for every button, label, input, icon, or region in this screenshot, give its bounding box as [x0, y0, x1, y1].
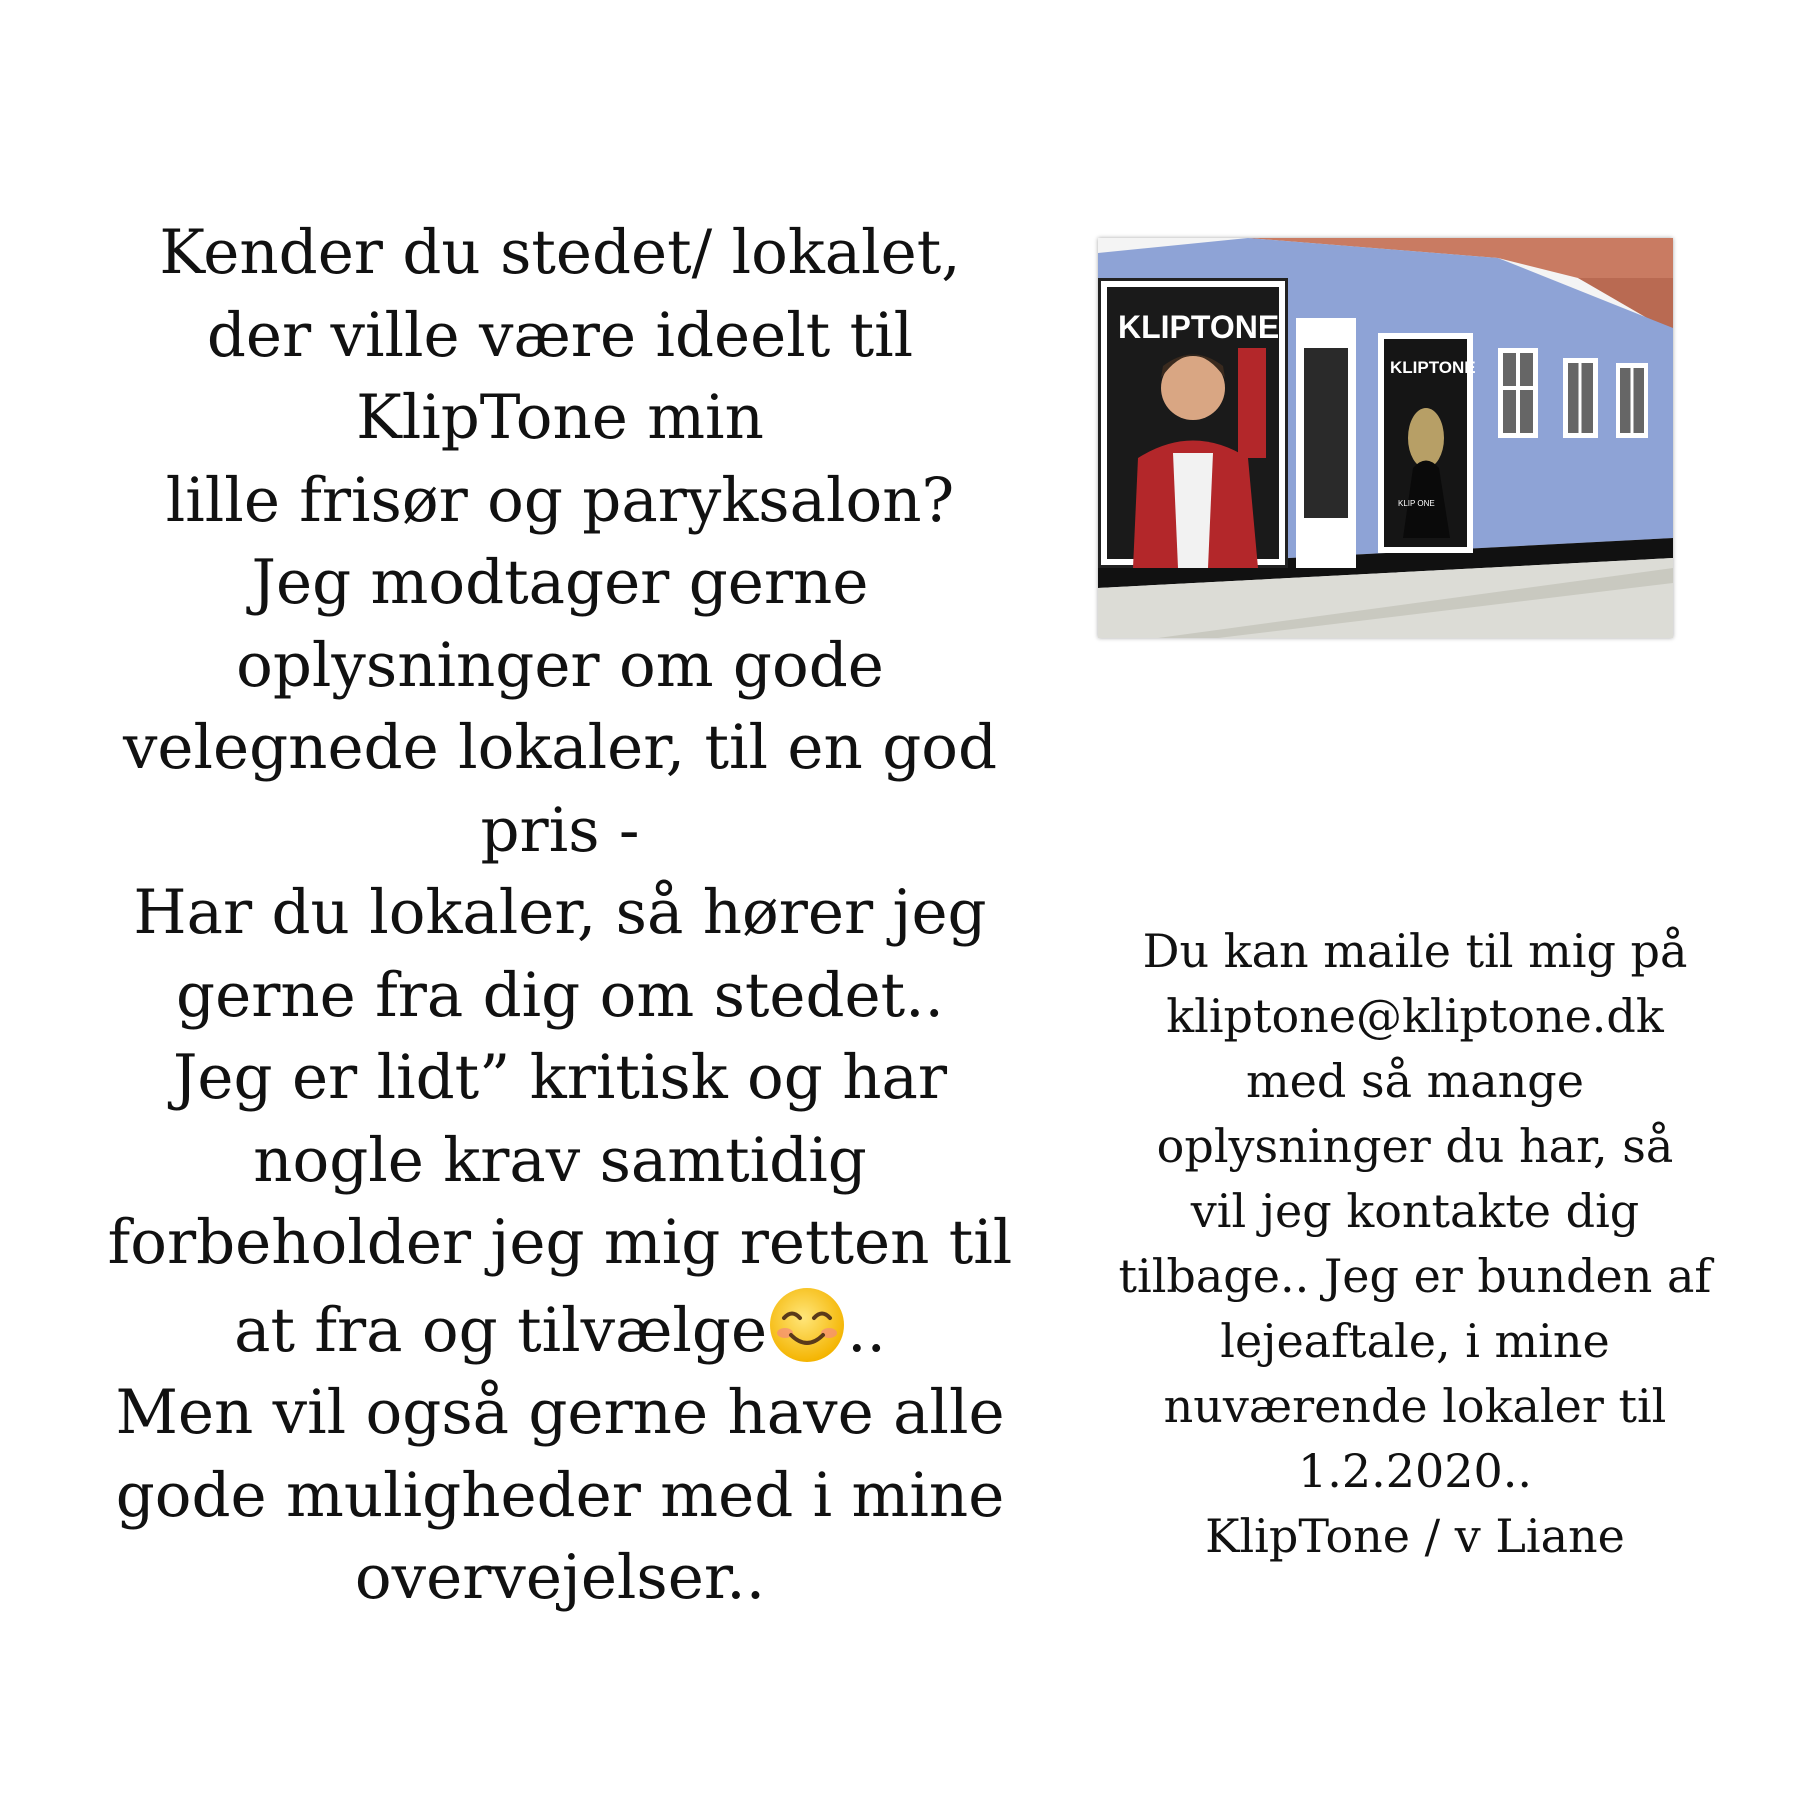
contact-line: oplysninger du har, så [1156, 1119, 1674, 1173]
message-line: Men vil også gerne have alle [115, 1377, 1005, 1448]
contact-line: tilbage.. Jeg er bunden af [1118, 1249, 1712, 1303]
message-line: Jeg er lidt” kritisk og har [172, 1042, 948, 1113]
contact-line: lejeaftale, i mine [1220, 1314, 1610, 1368]
message-line: lille frisør og paryksalon? [165, 464, 955, 536]
poster-logo-text: KLIPTONE [1390, 358, 1476, 377]
smiling-face-emoji-icon [767, 1285, 847, 1365]
message-line: Jeg modtager gerne [251, 547, 869, 618]
message-line: KlipTone min [356, 382, 764, 453]
message-text: at fra og tilvælge [234, 1294, 768, 1366]
message-line: velegnede lokaler, til en god [122, 712, 998, 783]
message-line: gerne fra dig om stedet.. [176, 959, 944, 1031]
message-line: Har du lokaler, så hører jeg [133, 877, 987, 948]
storefront-illustration [1098, 238, 1673, 638]
contact-message [1075, 919, 1755, 1569]
contact-line: Du kan maile til mig på [1142, 924, 1688, 978]
main-message [60, 212, 1060, 1620]
message-line-with-emoji [60, 1285, 1060, 1373]
storefront-photo [1098, 238, 1673, 638]
message-line: gode muligheder med i mine [115, 1459, 1005, 1531]
message-line: pris - [480, 794, 640, 866]
message-line: oplysninger om gode [236, 629, 884, 701]
message-line: nogle krav samtidig [253, 1124, 867, 1196]
message-text: .. [847, 1294, 886, 1366]
contact-date: 1.2.2020.. [1297, 1444, 1533, 1498]
signature: KlipTone / v Liane [1205, 1509, 1625, 1563]
logo-text: KLIPTONE [1118, 309, 1280, 345]
message-line: Kender du stedet/ lokalet, [159, 217, 961, 288]
poster-small-label: KLIP ONE [1398, 499, 1435, 508]
contact-line: med så mange [1246, 1054, 1584, 1108]
contact-email: kliptone@kliptone.dk [1166, 989, 1664, 1043]
message-line: overvejelser.. [354, 1542, 766, 1613]
message-line: der ville være ideelt til [206, 299, 914, 371]
contact-line: vil jeg kontakte dig [1190, 1184, 1640, 1238]
message-line: forbeholder jeg mig retten til [107, 1207, 1013, 1278]
contact-line: nuværende lokaler til [1163, 1379, 1667, 1433]
